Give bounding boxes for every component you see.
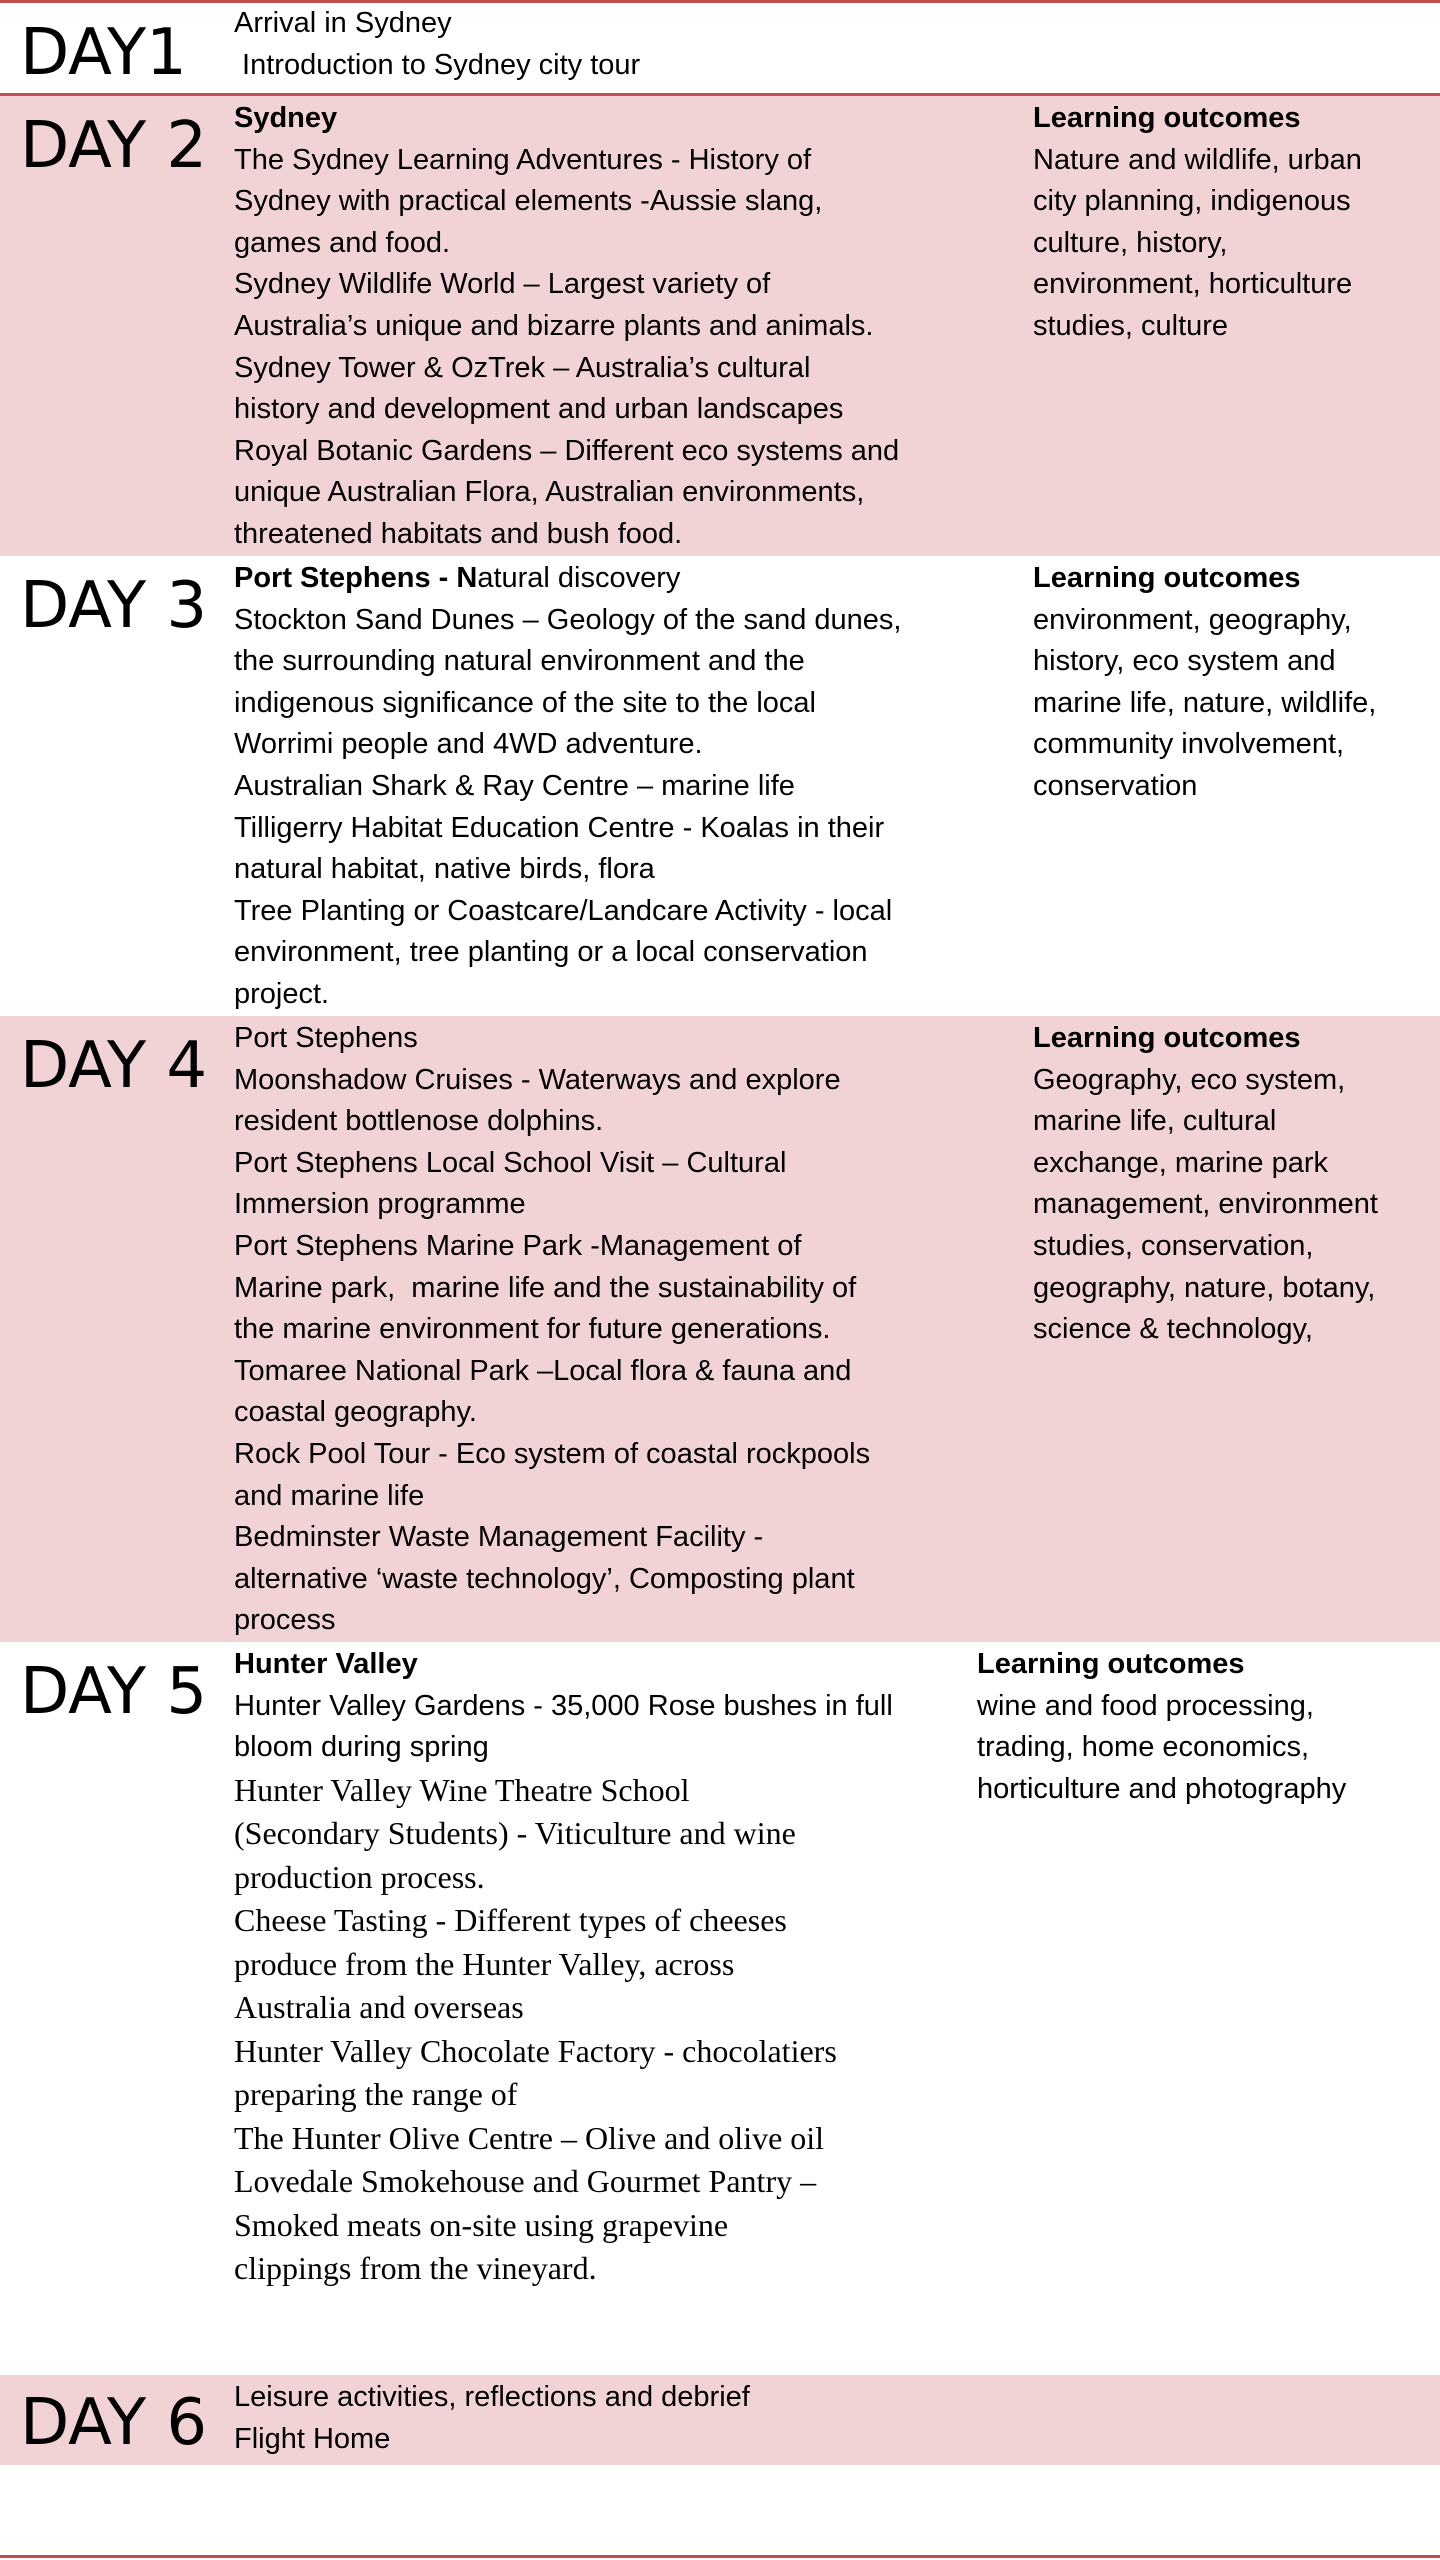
day-2-outcome-line: Nature and wildlife, urban [1033,143,1362,176]
day-5-serif-line: clippings from the vineyard. [234,2250,597,2287]
day-2-line: Sydney Wildlife World – Largest variety of [234,268,771,301]
day-5-serif-line: Cheese Tasting - Different types of cheeses [234,1902,787,1939]
day-1-line: Arrival in Sydney [234,7,452,39]
day-2-heading: Sydney [234,102,338,134]
day-2-outcomes-title: Learning outcomes [1033,102,1301,134]
day-4-row [0,1016,1440,1642]
day-4-line: Immersion programme [234,1188,526,1221]
day-5-heading: Hunter Valley [234,1648,418,1680]
day-3-label: DAY 3 [20,569,208,643]
day-2-label: DAY 2 [20,109,208,183]
day-4-outcome-line: Geography, eco system, [1033,1063,1346,1096]
day-3-line: the surrounding natural environment and the [234,645,805,678]
day-5-row [0,1642,1440,2375]
day-3-outcomes [1033,558,1440,808]
day-2-line: history and development and urban landscapes [234,393,844,426]
day-5-outcomes [977,1644,1407,1810]
day-3-outcome-line: marine life, nature, wildlife, [1033,686,1377,719]
day-4-outcomes [1033,1018,1440,1351]
day-4-line: Rock Pool Tour - Eco system of coastal rockpools [234,1437,871,1470]
day-3-line: Worrimi people and 4WD adventure. [234,728,703,761]
day-3-line: indigenous significance of the site to the local [234,686,816,719]
day-2-line: Australia’s unique and bizarre plants and animals. [234,309,874,342]
day-5-serif-line: Hunter Valley Chocolate Factory - chocolatiers [234,2032,837,2069]
day-6-line: Flight Home [234,2422,391,2455]
day-2-line: Royal Botanic Gardens – Different eco systems and [234,434,900,467]
day-3-row [0,556,1440,1016]
day-2-content [234,98,974,556]
day-3-line: Tree Planting or Coastcare/Landcare Activity - local [234,894,893,927]
day-4-line: Moonshadow Cruises - Waterways and explore [234,1063,841,1096]
day-2-row [0,96,1440,556]
day-5-serif-line: preparing the range of [234,2076,518,2113]
day-5-line: bloom during spring [234,1731,489,1764]
day-2-outcome-line: environment, horticulture [1033,268,1353,301]
day-3-outcome-line: environment, geography, [1033,603,1352,636]
day-4-line: and marine life [234,1479,425,1512]
day-1-line: Introduction to Sydney city tour [234,48,641,81]
day-3-line: project. [234,977,330,1010]
day-4-line: Port Stephens [234,1022,418,1054]
day-5-serif-line: Australia and overseas [234,1989,524,2026]
day-6-line: Leisure activities, reflections and debrief [234,2381,750,2413]
day-4-outcome-line: marine life, cultural [1033,1105,1277,1138]
day-1-content [234,3,974,86]
day-4-line: resident bottlenose dolphins. [234,1105,604,1138]
day-5-serif-line: production process. [234,1858,485,1895]
day-2-line: Sydney with practical elements -Aussie slang, [234,185,823,218]
day-1-row [0,3,1440,93]
day-5-serif-line: Lovedale Smokehouse and Gourmet Pantry – [234,2163,817,2200]
day-3-line: environment, tree planting or a local conservation [234,936,868,969]
day-3-heading-rest: atural discovery [477,562,681,594]
day-5-serif-line: Hunter Valley Wine Theatre School [234,1771,690,1808]
day-4-line: Marine park, marine life and the sustainability of [234,1271,857,1304]
day-4-outcome-line: exchange, marine park [1033,1146,1328,1179]
day-6-label: DAY 6 [20,2386,208,2460]
day-5-serif-line: Smoked meats on-site using grapevine [234,2206,729,2243]
day-5-serif-line: (Secondary Students) - Viticulture and wine [234,1815,796,1852]
day-2-outcomes [1033,98,1440,348]
day-3-line: Tilligerry Habitat Education Centre - Koalas in their [234,811,885,844]
day-3-content [234,558,974,1016]
day-2-outcome-line: culture, history, [1033,226,1228,259]
day-4-line: Tomaree National Park –Local flora & fauna and [234,1354,852,1387]
day-4-outcome-line: science & technology, [1033,1313,1313,1346]
day-4-line: Port Stephens Local School Visit – Cultural [234,1146,787,1179]
day-5-line: Hunter Valley Gardens - 35,000 Rose bushes in full [234,1689,893,1722]
bottom-rule [0,2555,1440,2558]
day-3-outcome-line: conservation [1033,769,1198,802]
day-4-line: alternative ‘waste technology’, Composting plant [234,1562,855,1595]
day-4-line: the marine environment for future generations. [234,1313,831,1346]
day-5-content [234,1644,974,2291]
day-3-outcomes-title: Learning outcomes [1033,562,1301,594]
day-5-serif-line: produce from the Hunter Valley, across [234,1945,735,1982]
day-3-heading [234,558,974,600]
day-3-line: Australian Shark & Ray Centre – marine life [234,769,795,802]
day-2-outcome-line: city planning, indigenous [1033,185,1351,218]
day-2-outcome-line: studies, culture [1033,309,1229,342]
day-5-label: DAY 5 [20,1655,208,1729]
day-2-line: games and food. [234,226,451,259]
day-1-label: DAY1 [20,16,187,90]
day-5-outcome-line: horticulture and photography [977,1772,1347,1805]
day-6-content [234,2377,974,2460]
day-4-line: coastal geography. [234,1396,477,1429]
day-2-line: Sydney Tower & OzTrek – Australia’s cultural [234,351,811,384]
day-4-line: Bedminster Waste Management Facility - [234,1521,764,1554]
day-3-outcome-line: community involvement, [1033,728,1345,761]
day-3-heading-bold: Port Stephens - N [234,562,478,594]
day-5-outcomes-title: Learning outcomes [977,1648,1245,1680]
day-5-outcome-line: trading, home economics, [977,1731,1310,1764]
day-4-outcome-line: studies, conservation, [1033,1229,1314,1262]
day-4-label: DAY 4 [20,1029,208,1103]
day-5-outcome-line: wine and food processing, [977,1689,1314,1722]
day-6-row [0,2375,1440,2465]
day-4-content [234,1018,974,1642]
day-4-outcome-line: management, environment [1033,1188,1378,1221]
day-2-line: The Sydney Learning Adventures - History of [234,143,812,176]
day-3-line: natural habitat, native birds, flora [234,853,655,886]
day-4-outcome-line: geography, nature, botany, [1033,1271,1376,1304]
day-2-line: unique Australian Flora, Australian environments, [234,476,865,509]
day-2-line: threatened habitats and bush food. [234,517,683,550]
day-5-serif-line: The Hunter Olive Centre – Olive and olive oil [234,2119,825,2156]
day-4-outcomes-title: Learning outcomes [1033,1022,1301,1054]
day-3-line: Stockton Sand Dunes – Geology of the sand dunes, [234,603,902,636]
day-4-line: Port Stephens Marine Park -Management of [234,1229,802,1262]
day-3-outcome-line: history, eco system and [1033,645,1336,678]
day-4-line: process [234,1604,336,1637]
